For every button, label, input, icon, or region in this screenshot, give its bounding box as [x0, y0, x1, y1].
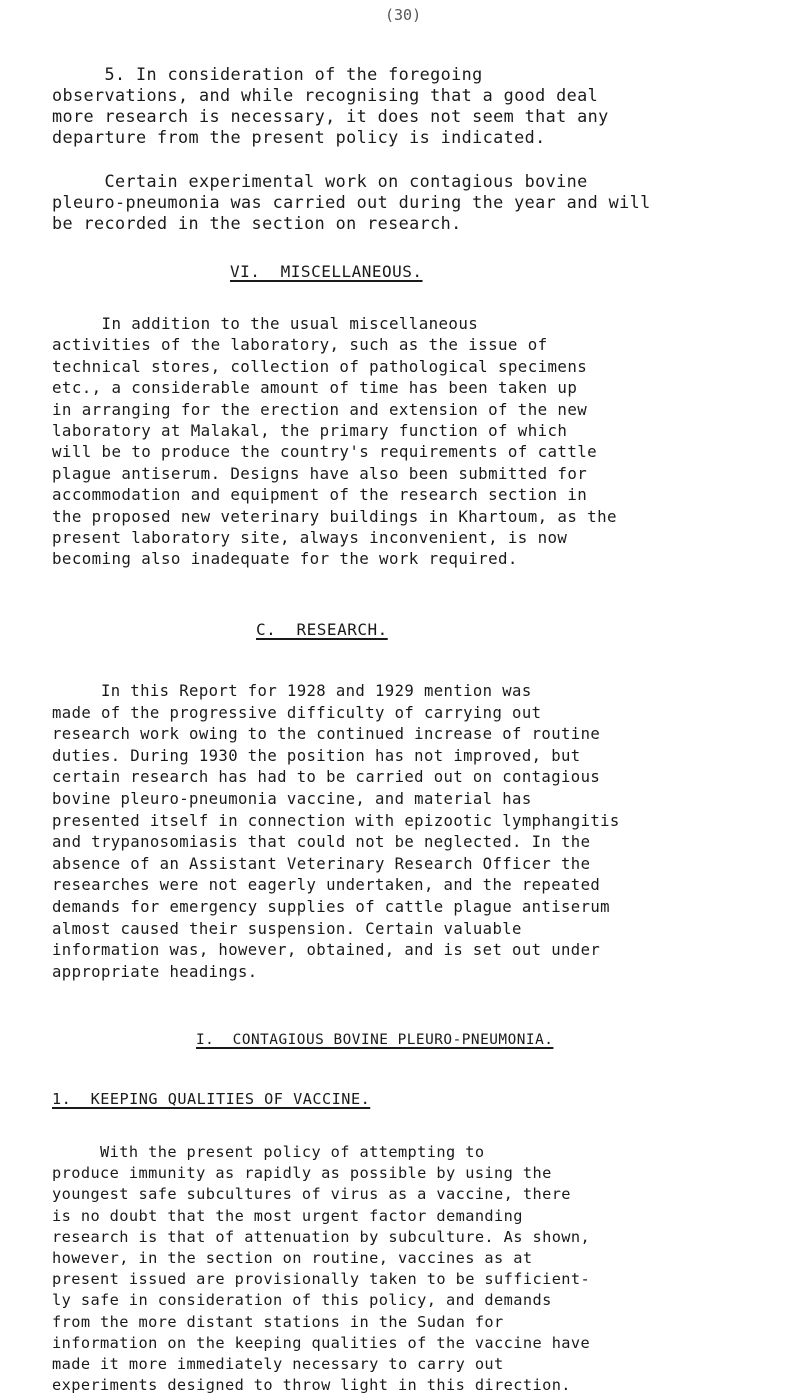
- section-heading-miscellaneous: VI. MISCELLANEOUS.: [230, 262, 423, 281]
- text-line: With the present policy of attempting to: [52, 1143, 485, 1161]
- text-line: appropriate headings.: [52, 962, 258, 981]
- text-line: Certain experimental work on contagious bovine: [52, 171, 588, 191]
- text-line: present laboratory site, always inconvenient, is now: [52, 528, 568, 548]
- text-line: the proposed new veterinary buildings in Khartoum, as the: [52, 506, 617, 526]
- paragraph-5: [52, 64, 752, 148]
- text-line: etc., a considerable amount of time has been taken up: [52, 378, 578, 398]
- text-line: from the more distant stations in the Sudan for: [52, 1312, 504, 1331]
- paragraph-miscellaneous: [52, 313, 752, 570]
- text-line: observations, and while recognising that a good deal: [52, 85, 599, 105]
- text-line: almost caused their suspension. Certain valuable: [52, 919, 522, 938]
- text-line: be recorded in the section on research.: [52, 213, 462, 233]
- text-line: ly safe in consideration of this policy, and demands: [52, 1291, 552, 1310]
- text-line: duties. During 1930 the position has not improved, but: [52, 746, 581, 765]
- text-line: 5. In consideration of the foregoing: [52, 64, 483, 84]
- text-line: becoming also inadequate for the work required.: [52, 549, 518, 569]
- text-line: made it more immediately necessary to carry out: [52, 1355, 504, 1374]
- subsection-heading-keeping-qualities: 1. KEEPING QUALITIES OF VACCINE.: [52, 1090, 371, 1108]
- text-line: In addition to the usual miscellaneous: [52, 314, 479, 333]
- text-line: present issued are provisionally taken to be sufficient-: [52, 1270, 591, 1289]
- text-line: experiments designed to throw light in this direction.: [52, 1376, 571, 1395]
- text-line: accommodation and equipment of the research section in: [52, 485, 588, 505]
- text-line: made of the progressive difficulty of carrying out: [52, 703, 542, 722]
- text-line: demands for emergency supplies of cattle plague antiserum: [52, 897, 610, 916]
- paragraph-experimental-work: [52, 171, 752, 234]
- paragraph-keeping-qualities: [52, 1142, 752, 1396]
- text-line: youngest safe subcultures of virus as a vaccine, there: [52, 1185, 571, 1204]
- text-line: laboratory at Malakal, the primary function of which: [52, 421, 568, 441]
- text-line: will be to produce the country's requirements of cattle: [52, 442, 598, 462]
- section-heading-research: C. RESEARCH.: [256, 620, 388, 639]
- text-line: presented itself in connection with epizootic lymphangitis: [52, 811, 620, 830]
- text-line: departure from the present policy is indicated.: [52, 127, 546, 147]
- text-line: bovine pleuro-pneumonia vaccine, and material has: [52, 789, 532, 808]
- text-line: pleuro-pneumonia was carried out during the year and will: [52, 192, 651, 212]
- text-line: research work owing to the continued increase of routine: [52, 725, 601, 744]
- text-line: plague antiserum. Designs have also been submitted for: [52, 463, 588, 483]
- text-line: in arranging for the erection and extension of the new: [52, 399, 588, 419]
- text-line: researches were not eagerly undertaken, and the repeated: [52, 876, 601, 895]
- text-line: more research is necessary, it does not seem that any: [52, 106, 609, 126]
- text-line: In this Report for 1928 and 1929 mention was: [52, 682, 532, 700]
- text-line: information on the keeping qualities of the vaccine have: [52, 1333, 591, 1352]
- paragraph-research: [52, 681, 752, 983]
- text-line: however, in the section on routine, vaccines as at: [52, 1249, 533, 1268]
- text-line: is no doubt that the most urgent factor demanding: [52, 1206, 523, 1225]
- text-line: absence of an Assistant Veterinary Research Officer the: [52, 854, 591, 873]
- text-line: technical stores, collection of pathological specimens: [52, 356, 588, 376]
- text-line: produce immunity as rapidly as possible by using the: [52, 1164, 552, 1183]
- text-line: and trypanosomiasis that could not be neglected. In the: [52, 833, 591, 852]
- page-number: (30): [385, 6, 422, 24]
- text-line: activities of the laboratory, such as the issue of: [52, 335, 548, 355]
- text-line: information was, however, obtained, and is set out under: [52, 941, 601, 960]
- section-heading-contagious-bovine-pleuro-pneumonia: I. CONTAGIOUS BOVINE PLEURO-PNEUMONIA.: [196, 1032, 554, 1048]
- text-line: certain research has had to be carried out on contagious: [52, 768, 601, 787]
- text-line: research is that of attenuation by subculture. As shown,: [52, 1227, 591, 1246]
